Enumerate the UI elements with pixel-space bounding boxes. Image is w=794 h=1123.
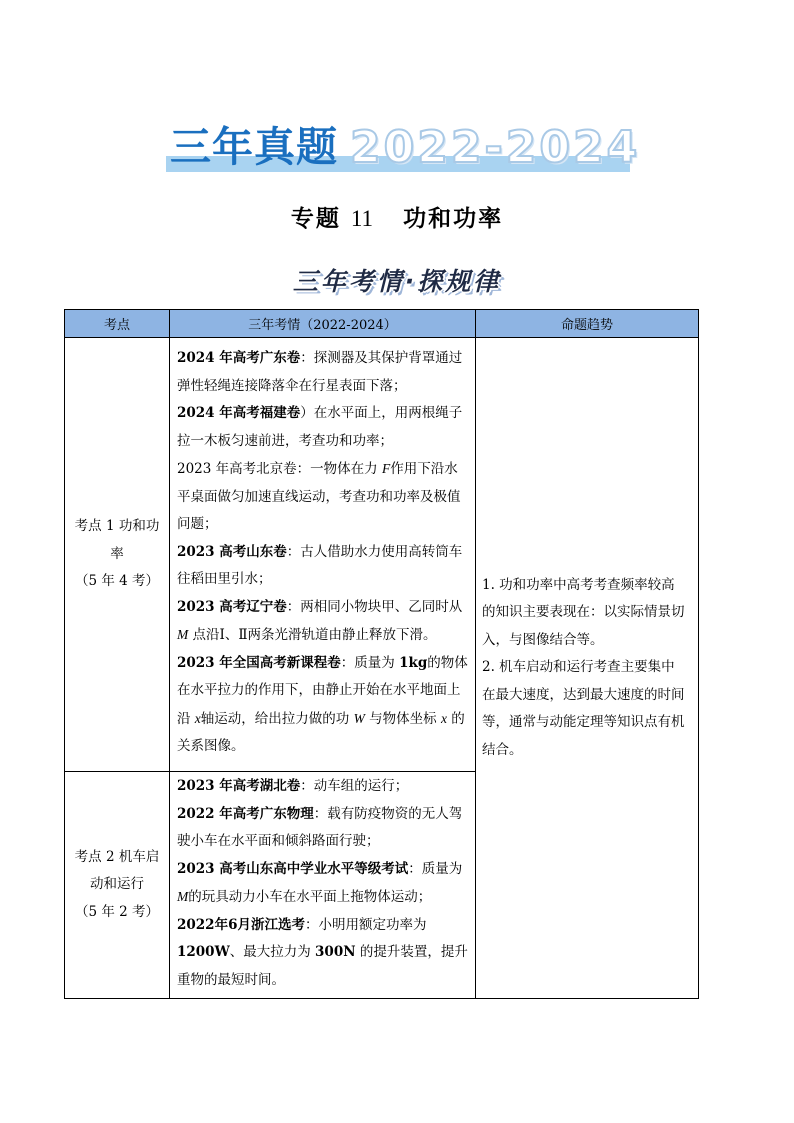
kp-name-line: 率 <box>110 545 124 562</box>
knowledge-point-cell <box>65 338 170 772</box>
column-header-exams: 三年考情（2022-2024） <box>170 310 476 338</box>
kp-frequency: （5 年 4 考） <box>74 573 160 590</box>
title-banner <box>158 122 641 174</box>
exam-analysis-table <box>64 309 699 999</box>
table-header-row <box>65 310 699 338</box>
topic-name: 功和功率 <box>373 205 504 232</box>
column-header-kp: 考点 <box>65 310 170 338</box>
banner-title: 三年真题 <box>170 123 338 171</box>
exam-item: 2023 年高考北京卷：一物体在力 F作用下沿水平桌面做匀加速直线运动，考查功和功率及极值问题； <box>177 461 461 533</box>
exam-item: 2024 年高考广东卷：探测器及其保护背罩通过弹性轻绳连接降落伞在行星表面下落； <box>177 350 463 394</box>
exam-item: 2022年6月浙江选考：小明用额定功率为1200W、最大拉力为 300N 的提升装置，提升重物的最短时间。 <box>177 916 468 988</box>
exam-item: 2023 高考山东卷：古人借助水力使用高转筒车往稻田里引水； <box>177 543 463 588</box>
exam-item: 2023 高考辽宁卷：两相同小物块甲、乙同时从 M 点沿Ⅰ、Ⅱ两条光滑轨道由静止释放下滑。 <box>177 598 463 644</box>
trend-cell <box>476 338 699 999</box>
banner-years: 2022-2024 <box>350 122 641 173</box>
topic-number: 11 <box>350 206 374 231</box>
exam-item: 2023 高考山东高中学业水平等级考试：质量为 M的玩具动力小车在水平面上拖物体运动； <box>177 860 463 905</box>
exam-details-cell <box>170 772 476 999</box>
section-heading: 三年考情·探规律 <box>292 267 502 296</box>
kp-name-line: 动和运行 <box>90 876 144 893</box>
knowledge-point-cell <box>65 772 170 999</box>
topic-title <box>0 200 794 233</box>
trend-paragraph: 2. 机车启动和运行考查主要集中在最大速度，达到最大速度的时间等，通常与动能定理等知识点有机结合。 <box>482 659 685 758</box>
column-header-trend: 命题趋势 <box>476 310 699 338</box>
kp-name-line: 考点 2 机车启 <box>74 848 160 865</box>
kp-frequency: （5 年 2 考） <box>74 903 160 920</box>
exam-item: 2022 年高考广东物理：载有防疫物资的无人驾驶小车在水平面和倾斜路面行驶； <box>177 805 463 849</box>
exam-details-cell <box>170 338 476 772</box>
exam-item: 2023 年全国高考新课程卷：质量为 1kg的物体在水平拉力的作用下，由静止开始在水平地面上沿 x轴运动，给出拉力做的功 W 与物体坐标 x 的关系图像。 <box>177 654 468 755</box>
kp-name-line: 考点 1 功和功 <box>74 518 160 535</box>
trend-paragraph: 1. 功和功率中高考考查频率较高的知识主要表现在：以实际情景切入，与图像结合等。 <box>482 576 685 648</box>
exam-item: 2024 年高考福建卷）在水平面上，用两根绳子拉一木板匀速前进，考查功和功率； <box>177 405 463 449</box>
table-row <box>65 338 699 772</box>
exam-item: 2023 年高考湖北卷：动车组的运行； <box>177 778 409 794</box>
topic-prefix: 专题 <box>290 205 351 232</box>
